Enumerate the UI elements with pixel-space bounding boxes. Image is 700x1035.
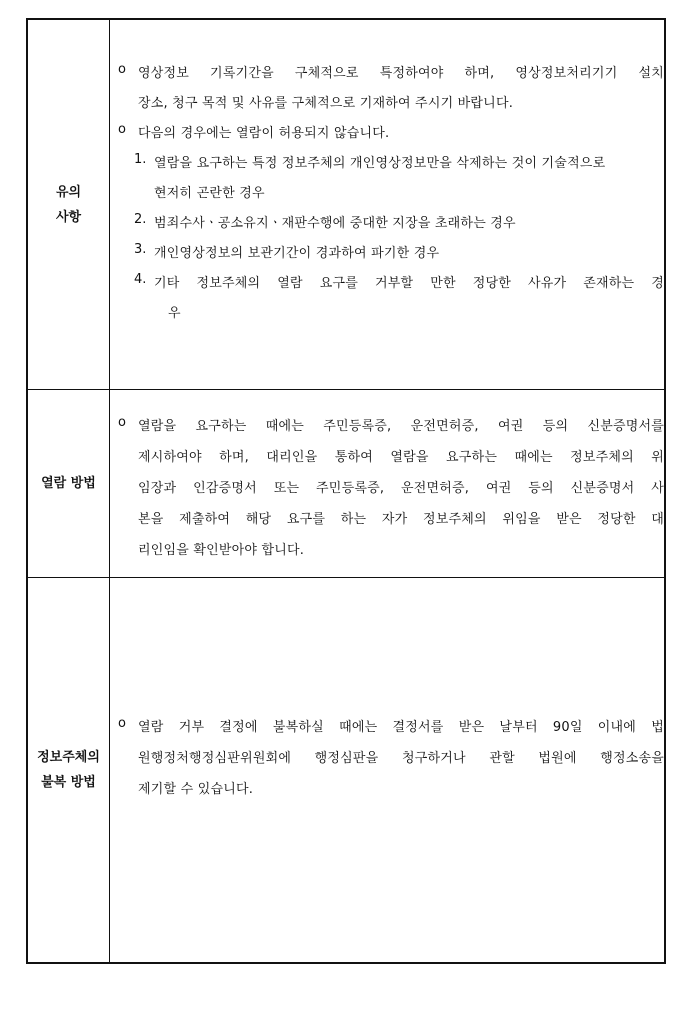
list-item-number: 1. xyxy=(134,152,147,167)
info-table xyxy=(26,18,666,964)
bullet-marker: o xyxy=(118,122,126,137)
method-line: 본을 제출하여 해당 요구를 하는 자가 정보주체의 위임을 받은 정당한 대 xyxy=(138,512,664,527)
bullet-marker: o xyxy=(118,62,126,77)
notes-header xyxy=(28,20,110,389)
notes-para1-line2: 장소, 청구 목적 및 사유를 구체적으로 기재하여 주시기 바랍니다. xyxy=(138,96,514,111)
notes-row xyxy=(28,20,664,390)
notes-para1-line1: 영상정보 기록기간을 구체적으로 특정하여야 하며, 영상정보처리기기 설치 xyxy=(138,66,664,81)
list-item-line1: 기타 정보주체의 열람 요구를 거부할 만한 정당한 사유가 존재하는 경 xyxy=(154,276,664,291)
objection-header-line1: 정보주체의 xyxy=(37,750,100,765)
method-header xyxy=(28,390,110,577)
list-item-line2: 현저히 곤란한 경우 xyxy=(154,186,265,201)
objection-line: 원행정처행정심판위원회에 행정심판을 청구하거나 관할 법원에 행정소송을 xyxy=(138,751,664,766)
method-header-label: 열람 방법 xyxy=(41,476,96,491)
method-row xyxy=(28,390,664,578)
notes-body xyxy=(110,20,664,389)
bullet-marker: o xyxy=(118,415,126,430)
list-item-line1: 열람을 요구하는 특정 정보주체의 개인영상정보만을 삭제하는 것이 기술적으로 xyxy=(154,156,606,171)
notes-header-line2: 사항 xyxy=(55,209,82,225)
objection-body xyxy=(110,578,664,962)
objection-row xyxy=(28,578,664,962)
method-line: 임장과 인감증명서 또는 주민등록증, 운전면허증, 여권 등의 신분증명서 사 xyxy=(138,481,664,496)
notes-para2-line1: 다음의 경우에는 열람이 허용되지 않습니다. xyxy=(138,126,390,141)
method-line: 제시하여야 하며, 대리인을 통하여 열람을 요구하는 때에는 정보주체의 위 xyxy=(138,450,664,465)
objection-header xyxy=(28,578,110,962)
list-item-number: 2. xyxy=(134,212,147,227)
method-line: 리인임을 확인받아야 합니다. xyxy=(138,543,305,558)
objection-line: 열람 거부 결정에 불복하실 때에는 결정서를 받은 날부터 90일 이내에 법 xyxy=(138,720,664,735)
objection-header-line2: 불복 방법 xyxy=(41,775,96,790)
method-body xyxy=(110,390,664,577)
objection-line: 제기할 수 있습니다. xyxy=(138,782,254,797)
notes-header-line1: 유의 xyxy=(55,184,82,200)
list-item-line1: 개인영상정보의 보관기간이 경과하여 파기한 경우 xyxy=(154,246,440,261)
bullet-marker: o xyxy=(118,716,126,731)
method-line: 열람을 요구하는 때에는 주민등록증, 운전면허증, 여권 등의 신분증명서를 xyxy=(138,419,664,434)
list-item-number: 3. xyxy=(134,242,147,257)
list-item-number: 4. xyxy=(134,272,147,287)
list-item-line1: 범죄수사ㆍ공소유지ㆍ재판수행에 중대한 지장을 초래하는 경우 xyxy=(154,216,516,231)
list-item-line2: 우 xyxy=(168,306,181,321)
